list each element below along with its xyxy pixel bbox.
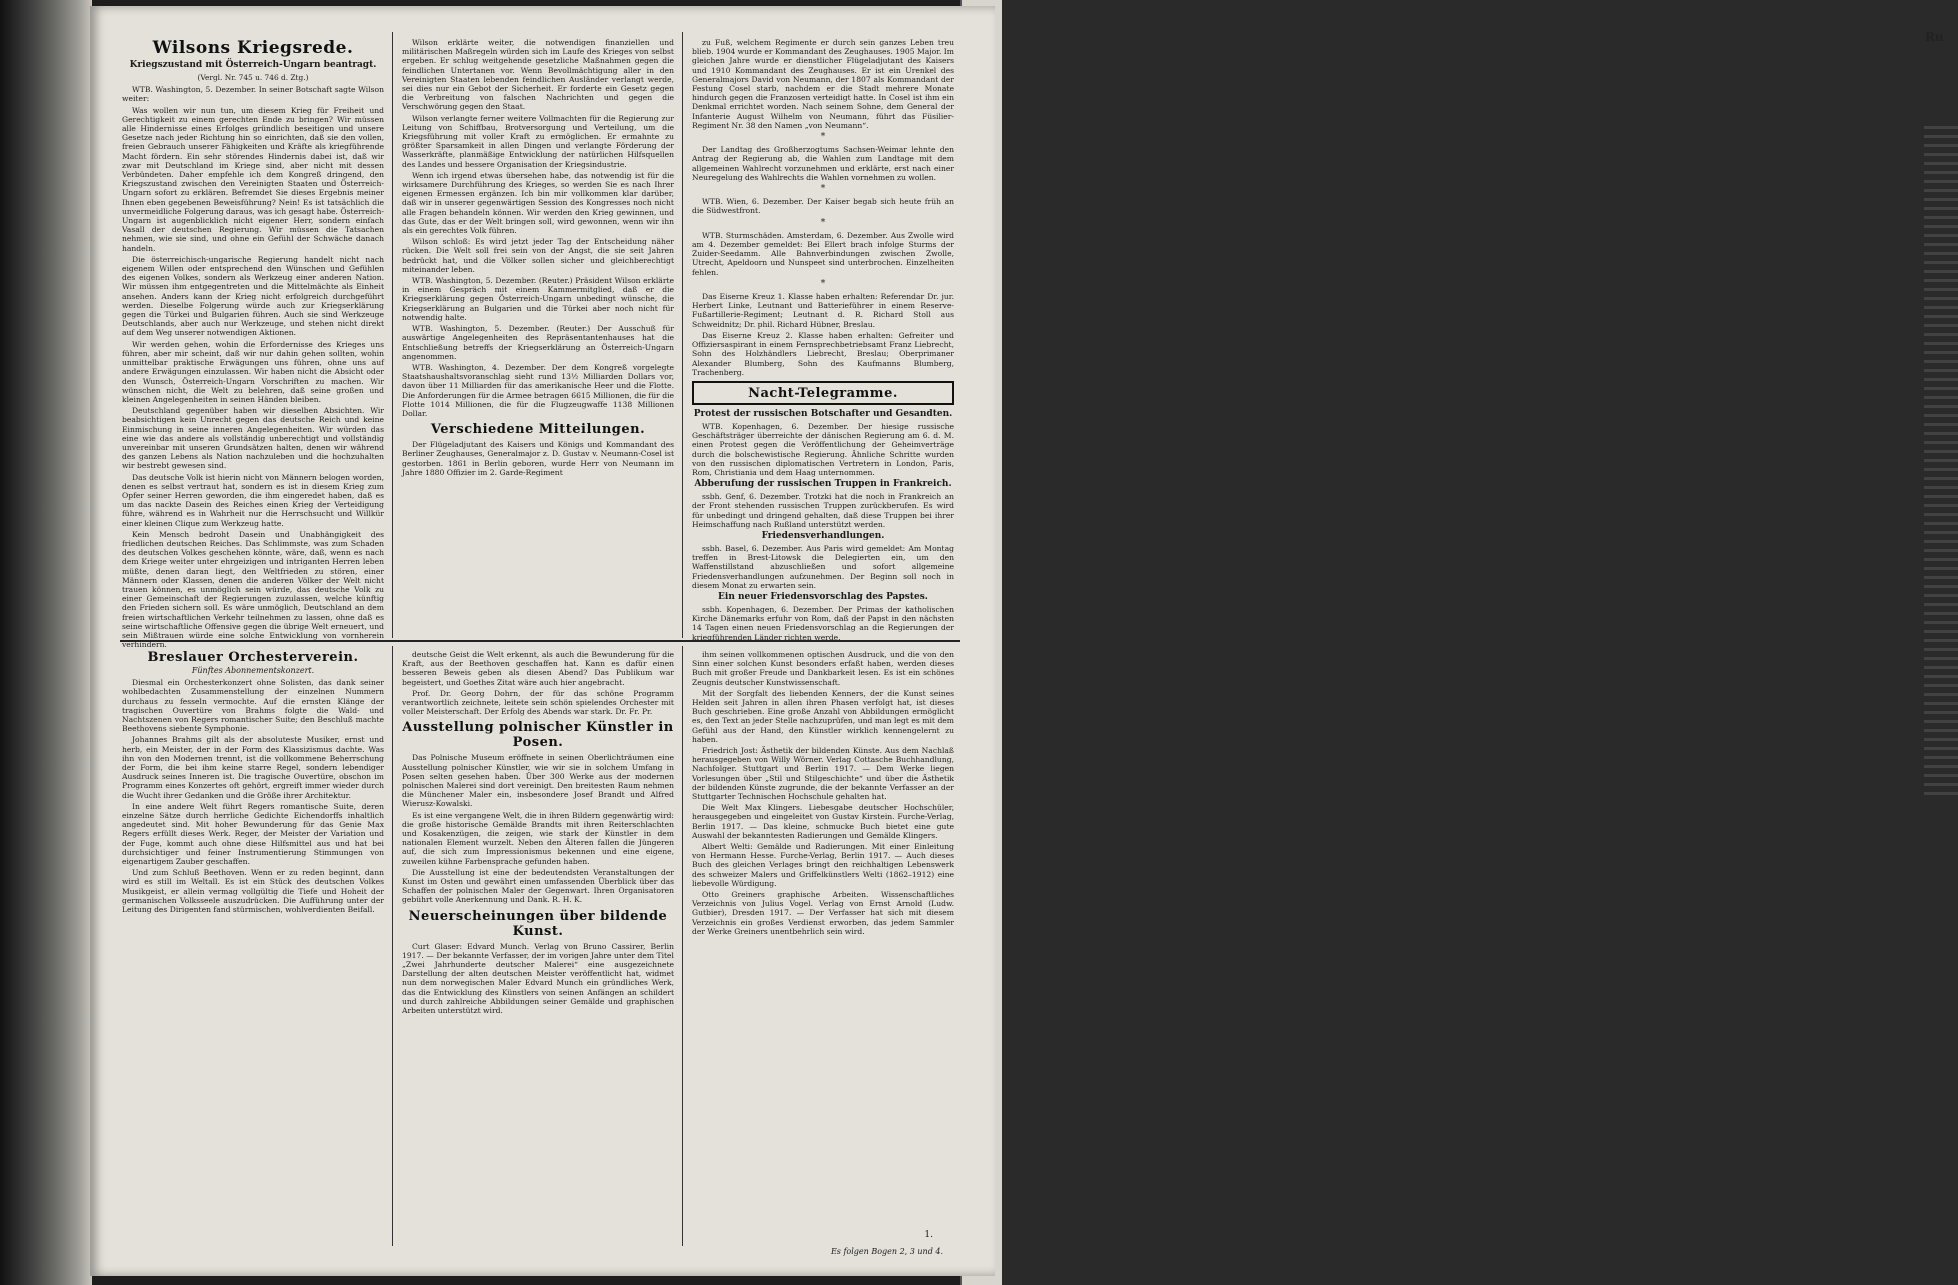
article-paragraph: Albert Welti: Gemälde und Radierungen. Mit einer Einleitung von Hermann Hesse. Furche-Verlag, Berlin 1917. — Auch dieses Buch des gleichen Verlages bringt den reichhaltigen Lebenswerk des schweizer Malers und Griffelkünstlers Welti (1862–1912) eine liebevolle Würdigung. <box>692 842 954 888</box>
news-note: WTB. Wien, 6. Dezember. Der Kaiser begab sich heute früh an die Südwestfront. <box>692 197 954 216</box>
telegram-headline: Ein neuer Friedensvorschlag des Papstes. <box>718 591 928 602</box>
article-title: Neuerscheinungen über bildende Kunst. <box>408 908 668 939</box>
article-paragraph: Kein Mensch bedroht Dasein und Unabhängigkeit des friedlichen deutschen Reiches. Das Schlimmste, was zum Schaden des deutschen Volkes geschehen könnte, wäre, daß, wenn es nach dem Kriege weiter unter ehrgeizigen und intriganten Herren leben müßte, denen daran liegt, den Weltfrieden zu stören, einer Männern oder Klassen, denen die anderen Völker der Welt nicht trauen können, es unmöglich sein würde, das deutsche Volk zu einer Gemeinschaft der Regierungen zuzulassen, welche künftig den Frieden sichern soll. Es wäre unmöglich, Deutschland an dem freien wirtschaftlichen Verkehr teilnehmen zu lassen, ohne daß es seine wirtschaftliche Offensive gegen die übrige Welt erneuert, und sein Mißtrauen würde eine solche Entwicklung von vornherein verhindern. <box>122 529 384 650</box>
article-title: Breslauer Orchesterverein. <box>147 650 359 665</box>
article-paragraph: WTB. Washington, 5. Dezember. (Reuter.) Der Ausschuß für auswärtige Angelegenheiten des Repräsentantenhauses hat die Entschließung betreffs der Kriegserklärung an Österreich-Ungarn angenommen. <box>402 324 674 361</box>
telegram-headline: Abberufung der russischen Truppen in Frankreich. <box>694 479 952 490</box>
article-title: Ausstellung polnischer Künstler in Posen. <box>402 720 674 751</box>
article-paragraph: Wilson verlangte ferner weitere Vollmachten für die Regierung zur Leitung von Schiffbau, Brotversorgung und Verteilung, um die Kriegsführung mit voller Kraft zu ermöglichen. Er ermahnte zu größter Sparsamkeit in allen Dingen und verlangte Förderung der Wasserkräfte, planmäßige Entwicklung der natürlichen Hilfsquellen des Landes und bessere Organisation der Kriegsindustrie. <box>402 113 674 169</box>
article-paragraph: Wilson schloß: Es wird jetzt jeder Tag der Entscheidung näher rücken. Die Welt soll frei sein von der Angst, die sie seit Jahren bedrückt hat, und die Völker sollen sicher und gleichberechtigt miteinander leben. <box>402 237 674 274</box>
article-reference: (Vergl. Nr. 745 u. 746 d. Ztg.) <box>197 73 309 82</box>
telegram-headline: Friedensverhandlungen. <box>761 530 885 541</box>
column-rule <box>392 32 393 638</box>
news-note: WTB. Sturmschäden. Amsterdam, 6. Dezember. Aus Zwolle wird am 4. Dezember gemeldet: Bei Ellert brach infolge Sturms der Zuider-Seedamm. Alle Bahnverbindungen zwischen Zwolle, Utrecht, Apeldoorn und Nunspeet sind unterbrochen. Einzelheiten fehlen. <box>692 230 954 277</box>
section-title-verschiedene: Verschiedene Mitteilungen. <box>430 422 646 438</box>
article-paragraph: In eine andere Welt führt Regers romantische Suite, deren einzelne Sätze durch herrliche Gedichte Eichendorffs inhaltlich angedeutet sind. Mit hoher Bewunderung für das Genie Max Regers erfüllt dieses Werk. Reger, der Meister der Variation und der Fuge, kommt auch ohne diese Hilfsmittel aus und hat bei durchsichtiger und feiner Instrumentierung Stimmungen von eigenartigem Zauber geschaffen. <box>122 801 384 867</box>
separator-star: * <box>820 132 826 143</box>
article-paragraph: Das Polnische Museum eröffnete in seinen Oberlichträumen eine Ausstellung polnischer Künstler, wie wir sie in solchem Umfang in Posen selten gesehen haben. Über 300 Werke aus der modernen polnischen Malerei sind dort vereinigt. Den breitesten Raum nehmen die Münchener Maler ein, insbesondere Josef Brandt und Alfred Wierusz-Kowalski. <box>402 753 674 809</box>
column-rule <box>682 32 683 638</box>
news-note: Das Eiserne Kreuz 2. Klasse haben erhalten: Gefreiter und Offiziersaspirant in einem Fernsprechbetriebsamt Franz Liebrecht, Sohn des Holzhändlers Liebrecht, Breslau; Oberprimaner Alexander Blumberg, Sohn des Kaufmanns Blumberg, Trachenberg. <box>692 330 954 377</box>
article-paragraph: deutsche Geist die Welt erkennt, als auch die Bewunderung für die Kraft, aus der Beethoven geschaffen hat. Kann es dafür einen besseren Beweis geben als diesen Abend? Das Publikum war begeistert, und Goethes Zitat wäre auch hier angebracht. <box>402 650 674 687</box>
article-paragraph: Diesmal ein Orchesterkonzert ohne Solisten, das dank seiner wohlbedachten Zusammenstellung der einzelnen Nummern durchaus zu fesseln vermochte. Auf die ernsten Klänge der tragischen Ouvertüre von Brahms folgte die Wald- und Nachtszenen von Regers romantischer Suite; den Beschluß machte Beethovens siebente Symphonie. <box>122 678 384 734</box>
article-paragraph: WTB. Washington, 4. Dezember. Der dem Kongreß vorgelegte Staatshaushaltsvoranschlag sieht rund 13½ Milliarden Dollars vor, davon über 11 Milliarden für das amerikanische Heer und die Flotte. Die Anforderungen für die Armee betragen 6615 Millionen, die für die Flotte 1014 Millionen, die für die Flugzeugwaffe 1138 Millionen Dollar. <box>402 362 674 418</box>
page-number: 1. <box>924 1230 933 1240</box>
column-rule <box>682 646 683 1246</box>
article-subtitle: Fünftes Abonnementskonzert. <box>191 666 315 675</box>
article-paragraph: Prof. Dr. Georg Dohrn, der für das schöne Programm verantwortlich zeichnete, leitete sein schön spielendes Orchester mit voller Meisterschaft. Der Erfolg des Abends war stark. Dr. Fr. Pr. <box>402 688 674 717</box>
telegram-text: ssbh. Kopenhagen, 6. Dezember. Der Primas der katholischen Kirche Dänemarks erfuhr von Rom, daß der Papst in den nächsten 14 Tagen einen neuen Friedensvorschlag an die Regierungen der kriegführenden Länder richten werde. <box>692 604 954 642</box>
article-paragraph: Es ist eine vergangene Welt, die in ihren Bildern gegenwärtig wird: die große historische Gemälde Brandts mit ihren Reiterschlachten und Kosakenzügen, die zeigen, wie stark der Künstler in dem nationalen Element wurzelt. Neben den Älteren fallen die Jüngeren auf, die sich zum Impressionismus bekennen und eine eigene, zuweilen kühne Farbensprache gefunden haben. <box>402 810 674 866</box>
news-note: Der Landtag des Großherzogtums Sachsen-Weimar lehnte den Antrag der Regierung ab, die Wahlen zum Landtage mit dem allgemeinen Wahlrecht vorzunehmen und erklärte, erst nach einer Neuregelung des Wahlrechts die Wahlen vornehmen zu wollen. <box>692 145 954 182</box>
article-subtitle: Kriegszustand mit Österreich-Ungarn beantragt. <box>129 60 377 70</box>
article-wilson-continued <box>402 38 674 636</box>
separator-star: * <box>820 217 826 228</box>
article-paragraph: Wenn ich irgend etwas übersehen habe, das notwendig ist für die wirksamere Durchführung des Krieges, so werden Sie es nach Ihrer eigenen Ermessen ergänzen. Ich bin mir vollkommen klar darüber, daß wir in unserer gegenwärtigen Session des Kongresses noch nicht alle Fragen behandeln können. Wir werden den Krieg gewinnen, und das Gute, das er der Welt bringen soll, wird gewonnen, wenn wir ihn als ein gerechtes Volk führen. <box>402 170 674 236</box>
telegram-text: ssbh. Genf, 6. Dezember. Trotzki hat die noch in Frankreich an der Front stehenden russischen Truppen zurückberufen. Es wird für unbedingt und dringend gehalten, daß diese Truppen bei ihrer Heimschaffung nach Rußland unterstützt werden. <box>692 492 954 529</box>
article-paragraph: WTB. Washington, 5. Dezember. (Reuter.) Präsident Wilson erklärte in einem Gespräch mit einem Kammermitglied, daß er die Kriegserklärung gegen Österreich-Ungarn unbedingt wünsche, die Kriegserklärung an Bulgarien und die Türkei aber noch nicht für notwendig halte. <box>402 276 674 322</box>
article-paragraph: Otto Greiners graphische Arbeiten. Wissenschaftliches Verzeichnis von Julius Vogel. Verlag von Ernst Arnold (Ludw. Gutbier), Dresden 1917. — Der Verfasser hat sich mit diesem Verzeichnis ein großes Verdienst erworben, das jedem Sammler der Werke Greiners unentbehrlich sein wird. <box>692 890 954 936</box>
article-dateline: WTB. Washington, 5. Dezember. In seiner Botschaft sagte Wilson weiter: <box>122 85 384 104</box>
article-paragraph: Johannes Brahms gilt als der absoluteste Musiker, ernst und herb, ein Meister, der in der Form des Klassizismus dachte. Was ihn von den Modernen trennt, ist die vollkommene Beherrschung der Form, die bei ihm keine starre Regel, sondern lebendiger Ausdruck seines Inneren ist. Die tragische Ouvertüre, obschon im Programm eines Konzertes oft gehört, ergreift immer wieder durch die Wucht ihrer Gedanken und die Größe ihrer Architektur. <box>122 735 384 800</box>
edge-fragment-text: Ru <box>1925 30 1944 44</box>
article-orchesterverein <box>122 650 384 1246</box>
article-title: Wilsons Kriegsrede. <box>152 38 354 58</box>
column-news-telegrams <box>692 38 954 642</box>
article-paragraph: Das deutsche Volk ist hierin nicht von Männern belogen worden, denen es selbst vertraut hat, sondern es ist in diesem Krieg zum Opfer seiner Herren geworden, die ihm eingeredet haben, daß es um das nackte Dasein des Reiches einen Krieg der Verteidigung führe, während es in Wahrheit nur die Herrschsucht und Willkür einer kleinen Clique zum Werkzeug hatte. <box>122 472 384 528</box>
article-wilsons-kriegsrede <box>122 38 384 650</box>
article-paragraph: Die Ausstellung ist eine der bedeutendsten Veranstaltungen der Kunst im Osten und gewährt einen umfassenden Überblick über das Schaffen der polnischen Maler der Gegenwart. Ihren Organisatoren gebührt volle Anerkennung und Dank. R. H. K. <box>402 867 674 905</box>
separator-star: * <box>820 278 826 289</box>
article-paragraph: Curt Glaser: Edvard Munch. Verlag von Bruno Cassirer, Berlin 1917. — Der bekannte Verfasser, der im vorigen Jahre unter dem Titel „Zwei Jahrhunderte deutscher Malerei“ eine ausgezeichnete Darstellung der alten deutschen Meister veröffentlicht hat, widmet nun dem norwegischen Maler Edvard Munch ein gründliches Werk, das die Entwicklung des Künstlers von seinen Anfängen an schildert und durch zahlreiche Abbildungen seiner Gemälde und graphischen Arbeiten unterstützt wird. <box>402 941 674 1016</box>
article-paragraph: Was wollen wir nun tun, um diesem Krieg für Freiheit und Gerechtigkeit zu einem gerechten Ende zu bringen? Wir müssen alle Hindernisse eines Erfolges gründlich beseitigen und unsere Gesetze nach jeder Richtung hin so einrichten, daß sie den vollen, freien Gebrauch unserer Fähigkeiten und Kräfte als kriegführende Macht fördern. Ein sehr störendes Hindernis dabei ist, daß wir zwar mit Deutschland im Kriege sind, aber nicht mit dessen Verbündeten. Daher empfehle ich dem Kongreß dringend, den Kriegszustand zwischen den Vereinigten Staaten und Österreich-Ungarn sofort zu erklären. Befremdet Sie dieses Ergebnis meiner Ihnen eben gegebenen Beweisführung? Nein! Es ist tatsächlich die unvermeidliche Folgerung daraus, was ich gesagt habe. Österreich-Ungarn ist augenblicklich nicht eigener Herr, sondern einfach Vasall der deutschen Regierung. Wir müssen die Tatsachen nehmen, wie sie sind, und ohne ein Gefühl der Schwäche danach handeln. <box>122 105 384 253</box>
night-telegrams-box <box>692 381 954 405</box>
article-paragraph: Die österreichisch-ungarische Regierung handelt nicht nach eigenem Willen oder entsprechend den Wünschen und Gefühlen des eigenen Volkes, sondern als Werkzeug einer anderen Nation. Wir müssen ihm entgegentreten und die Mittelmächte als Einheit ansehen. Anders kann der Krieg nicht erfolgreich durchgeführt werden. Dieselbe Folgerung würde auch zur Kriegserklärung gegen die Türkei und Bulgarien führen. Auch sie sind Werkzeuge Deutschlands, aber auch nur Werkzeuge, und stehen nicht direkt auf dem Weg unserer notwendigen Aktionen. <box>122 254 384 338</box>
article-paragraph: ihm seinen vollkommenen optischen Ausdruck, und die von den Sinn einer solchen Kunst besonders erfaßt haben, werden dieses Buch mit großer Freude und Dankbarkeit lesen. Es ist ein schönes Zeugnis deutscher Kunstwissenschaft. <box>692 650 954 687</box>
article-paragraph: Wilson erklärte weiter, die notwendigen finanziellen und militärischen Maßregeln würden sich im Laufe des Krieges von selbst ergeben. Er schlug weitgehende gesetzliche Maßnahmen gegen die feindlichen Untertanen vor. Wenn Bevollmächtigung aller in den Vereinigten Staaten lebenden feindlichen Ausländer verlangt werde, sei dies nur ein Gebot der Sicherheit. Er forderte ein Gesetz gegen die Verbreitung von falschen Nachrichten und gegen die Verschwörung gegen den Staat. <box>402 38 674 112</box>
telegram-text: WTB. Kopenhagen, 6. Dezember. Der hiesige russische Geschäftsträger überreichte der dänischen Regierung am 6. d. M. einen Protest gegen die Veröffentlichung der Geheimverträge durch die bolschewistische Regierung. Ähnliche Schritte wurden von den russischen diplomatischen Vertretern in London, Paris, Rom, Christiania und dem Haag unternommen. <box>692 421 954 477</box>
newspaper-sheet <box>90 6 995 1276</box>
column-book-reviews <box>692 650 954 1210</box>
column-feuilleton-middle <box>402 650 674 1246</box>
telegram-headline: Protest der russischen Botschafter und Gesandten. <box>693 408 953 419</box>
column-rule <box>392 646 393 1246</box>
continuation-note: Es folgen Bogen 2, 3 und 4. <box>830 1247 943 1256</box>
article-paragraph: Wir werden gehen, wohin die Erfordernisse des Krieges uns führen, aber mir scheint, daß wir nur dahin gehen sollten, wohin unmittelbar praktische Erwägungen uns führen, ohne uns auf andere Erwägungen einzulassen. Wir haben nicht die Absicht oder den Wunsch, Österreich-Ungarn Vorschriften zu machen. Wir wünschen nicht, die Welt zu belehren, daß seine großen und kleinen Angelegenheiten in seinen Händen bleiben. <box>122 339 384 404</box>
article-paragraph: Deutschland gegenüber haben wir dieselben Absichten. Wir beabsichtigen kein Unrecht gegen das deutsche Reich und keine Einmischung in seine inneren Angelegenheiten. Wir würden das eine wie das andere als vollständig unberechtigt und vollständig unvereinbar mit unseren Grundsätzen halten, denen wir während des ganzen Lebens als Nation nachzuleben und die hochzuhalten wir bestrebt gewesen sind. <box>122 406 384 471</box>
news-note: Das Eiserne Kreuz 1. Klasse haben erhalten: Referendar Dr. jur. Herbert Linke, Leutnant und Batterieführer in einem Reserve-Fußartillerie-Regiment; Leutnant d. R. Richard Stoll aus Schweidnitz; Dr. phil. Richard Hübner, Breslau. <box>692 292 954 329</box>
article-paragraph: zu Fuß, welchem Regimente er durch sein ganzes Leben treu blieb. 1904 wurde er Kommandant des Zeughauses. 1905 Major. Im gleichen Jahre wurde er dienstlicher Flügeladjutant des Kaisers und 1910 Kommandant des Zeughauses. Er ist ein Urenkel des Generalmajors David von Neumann, der 1807 als Kommandant der Festung Cosel starb, nachdem er die Stadt mehrere Monate hindurch gegen die Franzosen verteidigt hatte. In Cosel ist ihm ein Denkmal errichtet worden. Nach seinem Sohne, dem General der Infanterie August Wilhelm von Neumann, führt das Füsilier-Regiment Nr. 38 den Namen „von Neumann“. <box>692 38 954 130</box>
edge-text-lines <box>1924 120 1958 801</box>
night-telegrams-title: Nacht-Telegramme. <box>748 385 898 401</box>
separator-star: * <box>820 184 826 195</box>
article-paragraph: Und zum Schluß Beethoven. Wenn er zu reden beginnt, dann wird es still im Weltall. Es ist ein Stück des deutschen Volkes Musikgeist, er allein vermag vollgültig die Tiefe und Hoheit der germanischen Volksseele auszudrücken. Die Aufführung unter der Leitung des Dirigenten fand stürmischen, wohlverdienten Beifall. <box>122 868 384 915</box>
article-paragraph: Der Flügeladjutant des Kaisers und Königs und Kommandant des Berliner Zeughauses, Generalmajor z. D. Gustav v. Neumann-Cosel ist gestorben. 1861 in Berlin geboren, wurde Herr von Neumann im Jahre 1880 Offizier im 2. Garde-Regiment <box>402 440 674 477</box>
article-paragraph: Die Welt Max Klingers. Liebesgabe deutscher Hochschüler, herausgegeben und eingeleitet von Gustav Kirstein. Furche-Verlag, Berlin 1917. — Das kleine, schmucke Buch bietet eine gute Auswahl der bekanntesten Radierungen und Gemälde Klingers. <box>692 803 954 840</box>
article-paragraph: Friedrich Jost: Ästhetik der bildenden Künste. Aus dem Nachlaß herausgegeben von Willy Wörner. Verlag Cottasche Buchhandlung, Nachfolger. Stuttgart und Berlin 1917. — Dem Werke liegen Vorlesungen über „Stil und Stilgeschichte“ und über die Ästhetik der bildenden Künste zugrunde, die der bekannte Verfasser an der Stuttgarter Technischen Hochschule gehalten hat. <box>692 746 954 802</box>
book-binding-edge <box>0 0 92 1285</box>
article-paragraph: Mit der Sorgfalt des liebenden Kenners, der die Kunst seines Helden seit Jahren in allen ihren Phasen verfolgt hat, ist dieses Buch geschrieben. Eine große Anzahl von Abbildungen ermöglicht es, den Text an jeder Stelle nachzuprüfen, und man legt es mit dem Gefühl aus der Hand, den Künstler wirklich kennengelernt zu haben. <box>692 688 954 744</box>
telegram-text: ssbh. Basel, 6. Dezember. Aus Paris wird gemeldet: Am Montag treffen in Brest-Litowsk die Delegierten ein, um den Waffenstillstand abzuschließen und sofort allgemeine Friedensverhandlungen aufzunehmen. Der Beginn soll noch in diesem Monat zu erwarten sein. <box>692 543 954 590</box>
